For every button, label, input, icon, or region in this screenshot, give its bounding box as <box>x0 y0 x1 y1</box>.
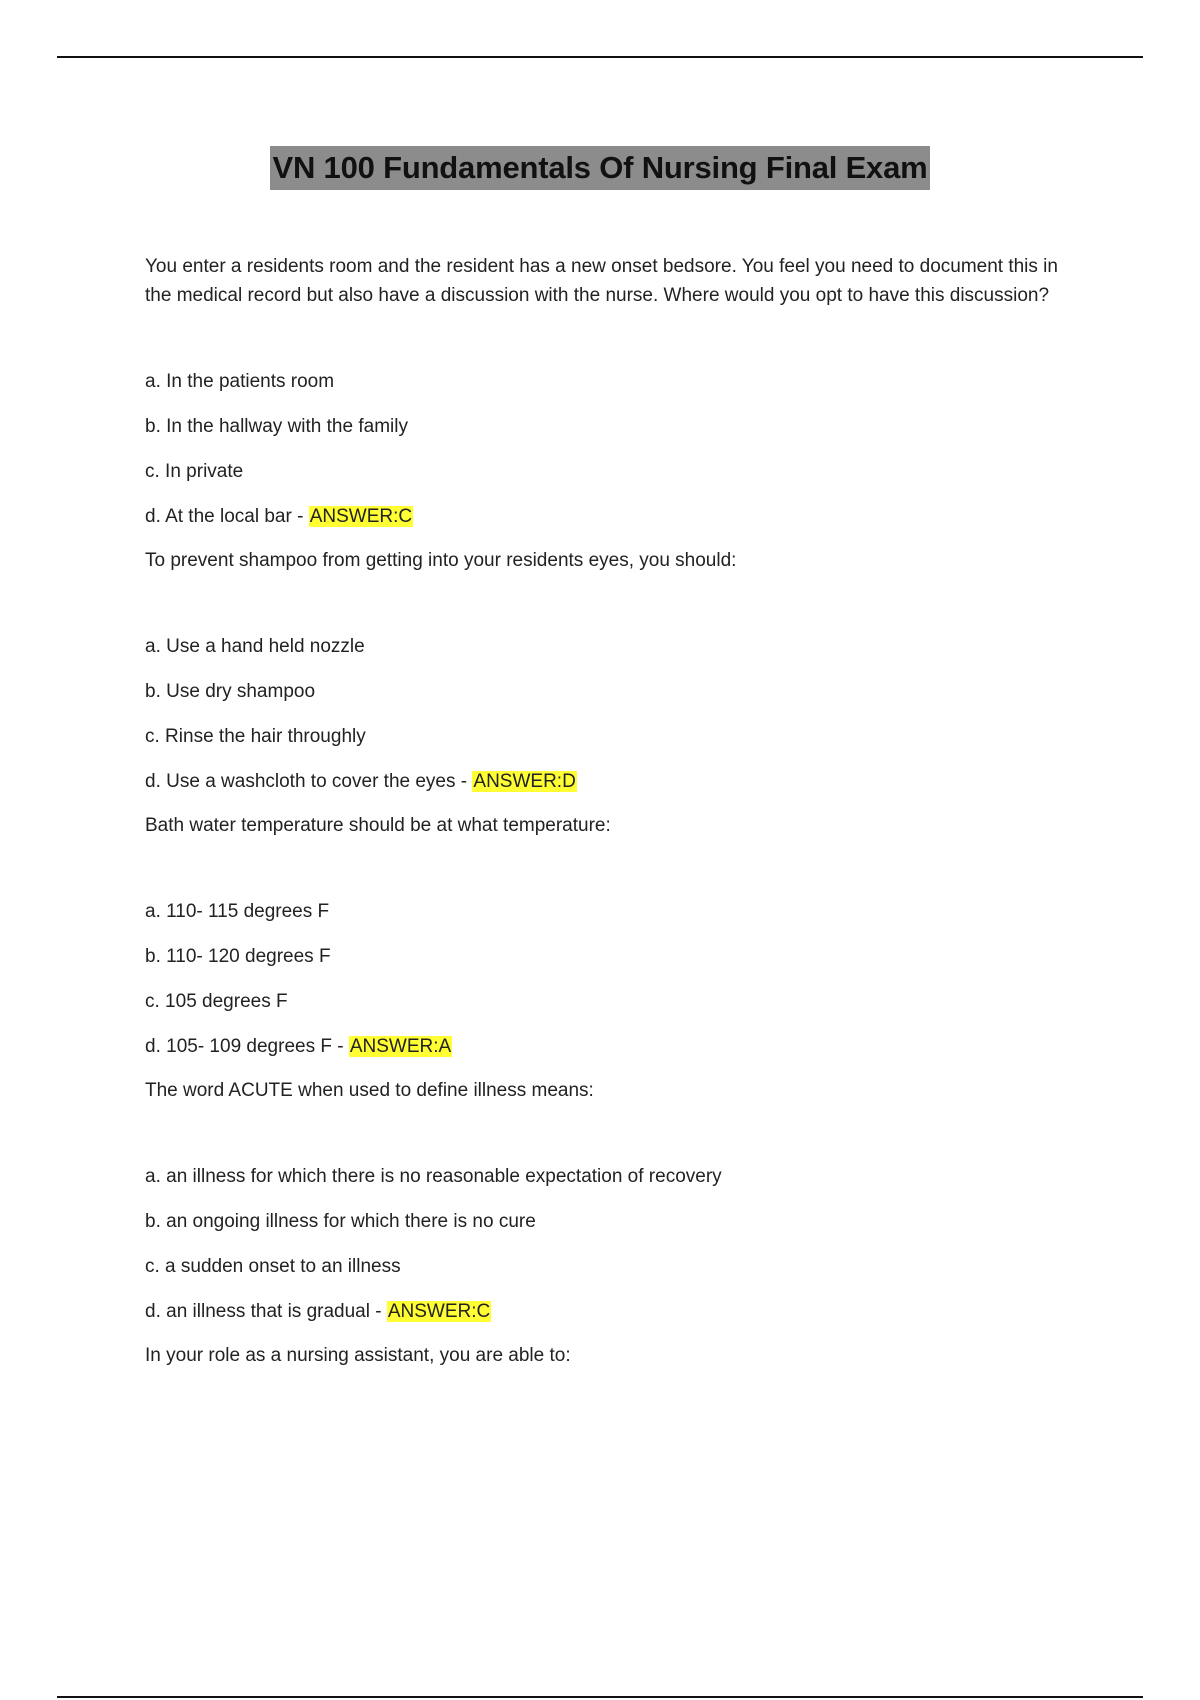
answer-key: ANSWER:C <box>309 506 413 527</box>
option-list <box>145 368 1065 531</box>
question-text: The word ACUTE when used to define illness means: <box>145 1080 594 1101</box>
option-c: c. a sudden onset to an illness <box>145 1256 401 1277</box>
question-block-5 <box>145 1341 1065 1370</box>
option-d-text: d. an illness that is gradual <box>145 1301 370 1322</box>
option-c: c. In private <box>145 461 244 482</box>
question-block-4 <box>145 1076 1065 1326</box>
question-block-1 <box>145 252 1065 531</box>
answer-key: ANSWER:D <box>473 771 576 792</box>
option-b: b. In the hallway with the family <box>145 416 408 437</box>
answer-separator: - <box>291 506 309 527</box>
question-block-3 <box>145 811 1065 1061</box>
option-list <box>145 633 1065 796</box>
option-c: c. 105 degrees F <box>145 991 288 1012</box>
question-text: In your role as a nursing assistant, you are able to: <box>145 1345 571 1366</box>
question-block-2 <box>145 546 1065 796</box>
option-d <box>145 1298 1065 1326</box>
option-d <box>145 1033 1065 1061</box>
answer-key: ANSWER:C <box>387 1301 491 1322</box>
option-a: a. an illness for which there is no reasonable expectation of recovery <box>145 1166 722 1187</box>
option-c: c. Rinse the hair throughly <box>145 726 366 747</box>
option-d-text: d. At the local bar <box>145 506 292 527</box>
exam-content <box>145 252 1065 1370</box>
top-rule <box>57 56 1143 58</box>
option-a: a. Use a hand held nozzle <box>145 636 365 657</box>
question-text: You enter a residents room and the resident has a new onset bedsore. You feel you need to document this in the medical record but also have a discussion with the nurse. Where would you opt to have this discussion? <box>145 256 1058 306</box>
bottom-rule <box>57 1696 1143 1698</box>
option-d <box>145 503 1065 531</box>
question-text: Bath water temperature should be at what temperature: <box>145 815 611 836</box>
option-b: b. an ongoing illness for which there is no cure <box>145 1211 536 1232</box>
answer-separator: - <box>455 771 473 792</box>
answer-separator: - <box>369 1301 387 1322</box>
option-b: b. Use dry shampoo <box>145 681 316 702</box>
answer-key: ANSWER:A <box>349 1036 452 1057</box>
page-title: VN 100 Fundamentals Of Nursing Final Exam <box>270 146 929 190</box>
option-b: b. 110- 120 degrees F <box>145 946 331 967</box>
option-list <box>145 898 1065 1061</box>
title-container <box>0 146 1200 190</box>
option-d <box>145 768 1065 796</box>
option-a: a. 110- 115 degrees F <box>145 901 330 922</box>
option-d-text: d. Use a washcloth to cover the eyes <box>145 771 456 792</box>
option-d-text: d. 105- 109 degrees F <box>145 1036 332 1057</box>
option-a: a. In the patients room <box>145 371 335 392</box>
option-list <box>145 1163 1065 1326</box>
question-text: To prevent shampoo from getting into your residents eyes, you should: <box>145 550 737 571</box>
answer-separator: - <box>331 1036 349 1057</box>
